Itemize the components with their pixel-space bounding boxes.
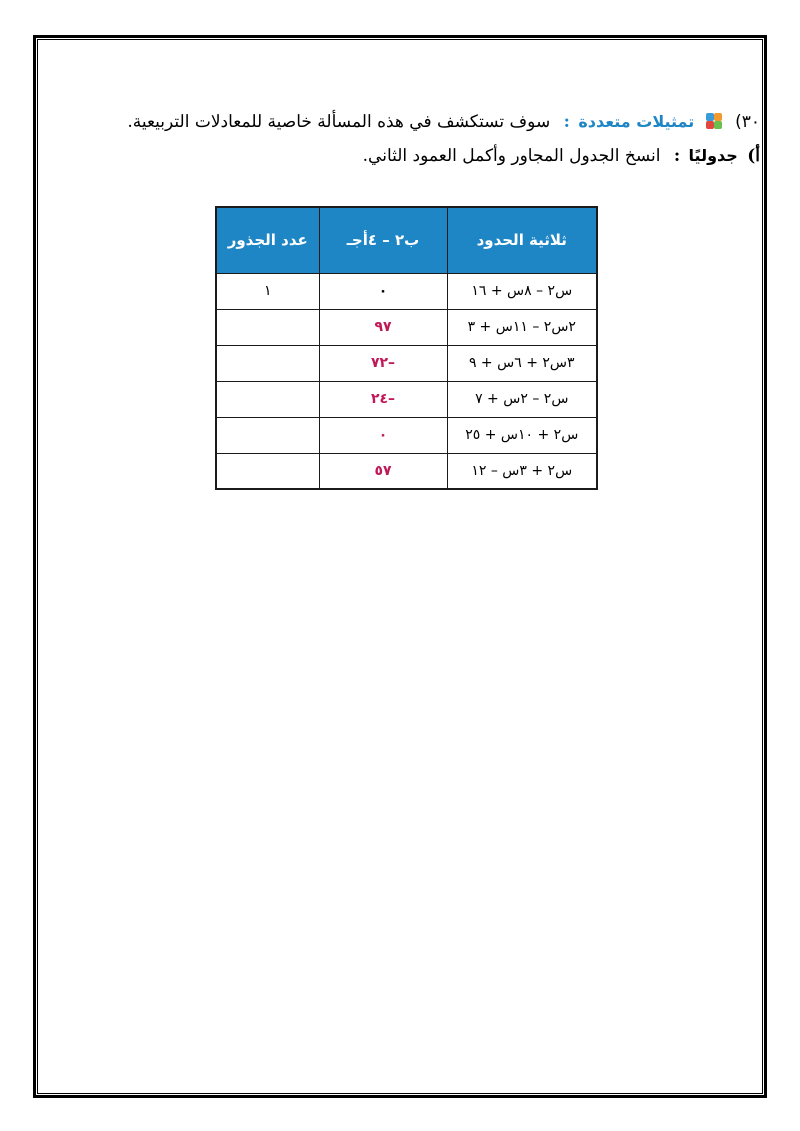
multiple-representations-icon <box>706 113 722 129</box>
roots-cell <box>216 381 319 417</box>
part-a-colon: : <box>673 146 681 166</box>
question-30-line <box>60 108 760 136</box>
part-a-letter: أ) <box>747 146 760 166</box>
header-roots-count: عدد الجذور <box>216 207 319 273</box>
part-a-title: جدوليًا <box>688 146 738 165</box>
discriminant-table <box>215 206 598 490</box>
table-header-row <box>216 207 597 273</box>
question-title-colon: : <box>563 112 570 132</box>
page-border-inner <box>37 39 763 1094</box>
trinomial-cell: س٢ + ٣س – ١٢ <box>447 453 597 489</box>
table-row <box>216 417 597 453</box>
table-row <box>216 381 597 417</box>
trinomial-cell: س٢ + ١٠س + ٢٥ <box>447 417 597 453</box>
discriminant-cell: ٥٧ <box>319 453 447 489</box>
discriminant-cell: ٩٧ <box>319 309 447 345</box>
discriminant-cell: ٠ <box>319 273 447 309</box>
trinomial-cell: ٣س٢ + ٦س + ٩ <box>447 345 597 381</box>
part-a-text: انسخ الجدول المجاور وأكمل العمود الثاني. <box>362 146 661 166</box>
roots-cell <box>216 453 319 489</box>
trinomial-cell: ٢س٢ – ١١س + ٣ <box>447 309 597 345</box>
question-title: تمثيلات متعددة <box>578 112 695 131</box>
roots-cell <box>216 345 319 381</box>
table-row <box>216 453 597 489</box>
trinomial-cell: س٢ – ٨س + ١٦ <box>447 273 597 309</box>
discriminant-table-wrapper <box>215 206 598 490</box>
header-trinomial: ثلاثية الحدود <box>447 207 597 273</box>
table-row <box>216 309 597 345</box>
discriminant-cell: –٢٤ <box>319 381 447 417</box>
table-row <box>216 273 597 309</box>
question-number: ٣٠) <box>735 112 760 132</box>
discriminant-cell: –٧٢ <box>319 345 447 381</box>
discriminant-cell: ٠ <box>319 417 447 453</box>
part-a-line <box>60 142 760 170</box>
roots-cell: ١ <box>216 273 319 309</box>
roots-cell <box>216 417 319 453</box>
roots-cell <box>216 309 319 345</box>
exercise-content <box>60 108 760 170</box>
question-text: سوف تستكشف في هذه المسألة خاصية للمعادلات التربيعية. <box>127 112 551 132</box>
table-row <box>216 345 597 381</box>
header-discriminant: ب٢ – ٤أجـ <box>319 207 447 273</box>
trinomial-cell: س٢ – ٢س + ٧ <box>447 381 597 417</box>
